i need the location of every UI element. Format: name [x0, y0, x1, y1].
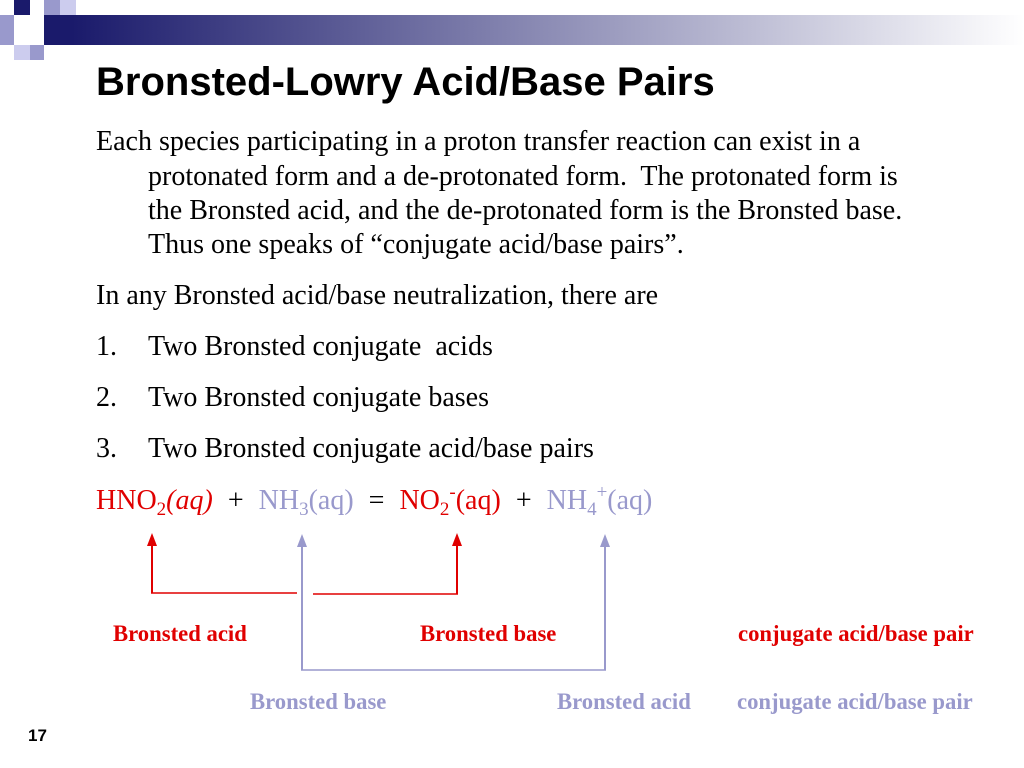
- term-formula: NH: [258, 485, 300, 516]
- intro-line: protonated form and a de-protonated form. The protonated form is: [148, 161, 898, 192]
- decor-square: [30, 45, 44, 60]
- term-formula: HNO: [96, 485, 157, 516]
- lavender-label-conjugate-pair: conjugate acid/base pair: [737, 689, 973, 714]
- term-no2-minus: [399, 482, 501, 520]
- term-formula: NH: [546, 485, 588, 516]
- list-item-text: Two Bronsted conjugate acid/base pairs: [148, 433, 594, 464]
- red-label-bronsted-base: Bronsted base: [420, 621, 557, 646]
- lavender-arrowhead-base: [297, 534, 307, 547]
- term-charge: -: [449, 482, 456, 503]
- reaction-equation: [96, 484, 652, 518]
- decor-square: [60, 0, 76, 15]
- decor-square: [44, 0, 60, 15]
- lead-in-text: In any Bronsted acid/base neutralization, there are: [96, 280, 659, 311]
- term-subscript: 3: [299, 499, 309, 520]
- term-subscript: 4: [587, 499, 597, 520]
- term-subscript: 2: [439, 499, 450, 520]
- page-number: 17: [28, 726, 47, 745]
- lavender-arrowhead-acid: [600, 534, 610, 547]
- red-arrowhead-acid: [147, 533, 157, 546]
- term-nh3: [258, 485, 354, 520]
- plus-operator: +: [515, 485, 532, 516]
- list-item-number: 2.: [96, 382, 117, 413]
- term-hno2: [96, 485, 213, 520]
- red-arrowhead-base: [452, 533, 462, 546]
- list-item-text: Two Bronsted conjugate acids: [148, 331, 493, 362]
- lavender-label-bronsted-base: Bronsted base: [250, 689, 387, 714]
- red-label-bronsted-acid: Bronsted acid: [113, 621, 247, 646]
- red-label-conjugate-pair: conjugate acid/base pair: [738, 621, 974, 646]
- term-nh4-plus: [546, 482, 653, 520]
- decor-square: [0, 15, 14, 45]
- intro-line: Each species participating in a proton transfer reaction can exist in a: [96, 126, 861, 157]
- list-item-text: Two Bronsted conjugate bases: [148, 382, 489, 413]
- term-formula: NO: [399, 485, 440, 516]
- intro-line: the Bronsted acid, and the de-protonated form is the Bronsted base.: [148, 195, 903, 226]
- term-subscript: 2: [156, 499, 167, 520]
- decor-square: [14, 0, 30, 15]
- list-item-number: 3.: [96, 433, 117, 464]
- plus-operator: +: [227, 485, 244, 516]
- lavender-pair-connectors: [297, 534, 610, 670]
- decor-square: [14, 45, 30, 60]
- lavender-label-bronsted-acid: Bronsted acid: [557, 689, 691, 714]
- slide-title: Bronsted-Lowry Acid/Base Pairs: [96, 60, 715, 104]
- red-pair-connectors: [147, 533, 462, 594]
- decor-square: [14, 15, 44, 45]
- term-state: (aq): [308, 485, 354, 516]
- list-item-number: 1.: [96, 331, 117, 362]
- term-state: (aq): [607, 485, 653, 516]
- term-state: (aq): [455, 485, 501, 516]
- header-gradient-bar: [0, 15, 1024, 45]
- intro-line: Thus one speaks of “conjugate acid/base pairs”.: [148, 229, 684, 260]
- equals-operator: =: [368, 485, 385, 516]
- term-charge: +: [596, 482, 608, 503]
- term-state: (aq): [166, 485, 213, 516]
